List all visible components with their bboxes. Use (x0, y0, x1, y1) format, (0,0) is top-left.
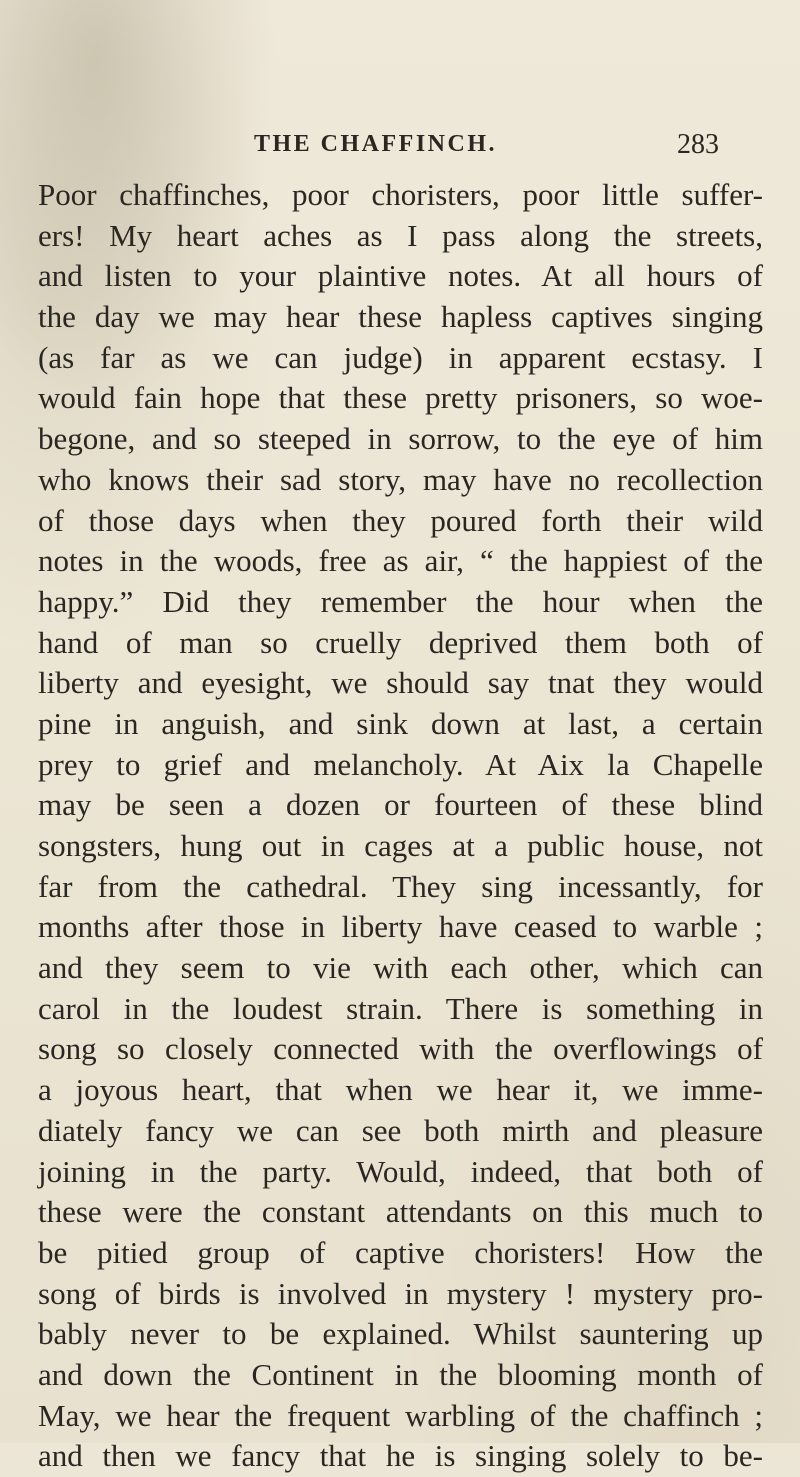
running-head: THE CHAFFINCH. (254, 131, 498, 157)
text-line: who knows their sad story, may have no recollection (38, 461, 763, 497)
text-line: May, we hear the frequent warbling of the chaffinch ; (38, 1397, 763, 1433)
text-line: the day we may hear these hapless captives singing (38, 299, 763, 335)
text-line: and listen to your plaintive notes. At all hours of (38, 258, 763, 294)
text-line: songsters, hung out in cages at a public house, not (38, 828, 763, 863)
text-line: carol in the loudest strain. There is something in (38, 990, 763, 1026)
text-line: and then we fancy that he is singing solely to be- (38, 1438, 763, 1474)
text-line: happy.” Did they remember the hour when the (38, 583, 763, 619)
text-line: song of birds is involved in mystery ! mystery pro- (38, 1275, 763, 1311)
text-line: these were the constant attendants on this much to (38, 1194, 763, 1230)
text-line: months after those in liberty have ceased to warble ; (38, 909, 763, 945)
text-line: may be seen a dozen or fourteen of these blind (38, 787, 763, 823)
text-line: and they seem to vie with each other, which can (38, 950, 763, 986)
page-header (0, 131, 800, 171)
text-line: and down the Continent in the blooming month of (38, 1356, 763, 1392)
text-line: bably never to be explained. Whilst sauntering up (38, 1316, 763, 1352)
text-line: far from the cathedral. They sing incessantly, for (38, 868, 763, 904)
page-number: 283 (677, 129, 719, 160)
text-line: begone, and so steeped in sorrow, to the eye of him (38, 421, 763, 457)
text-line: pine in anguish, and sink down at last, a certain (38, 705, 763, 741)
text-line: of those days when they poured forth their wild (38, 502, 763, 538)
text-line: liberty and eyesight, we should say tnat they would (38, 665, 763, 701)
text-line: be pitied group of captive choristers! How the (38, 1234, 763, 1270)
text-line: ers! My heart aches as I pass along the streets, (38, 217, 763, 253)
text-line: prey to grief and melancholy. At Aix la Chapelle (38, 746, 763, 782)
text-line: song so closely connected with the overflowings of (38, 1031, 763, 1067)
text-line: notes in the woods, free as air, “ the happiest of the (38, 543, 763, 579)
text-line: (as far as we can judge) in apparent ecstasy. I (38, 339, 763, 375)
text-line: Poor chaffinches, poor choristers, poor little suffer- (38, 177, 763, 212)
text-line: joining in the party. Would, indeed, that both of (38, 1153, 763, 1189)
text-line: hand of man so cruelly deprived them both of (38, 624, 763, 660)
text-line: would fain hope that these pretty prisoners, so woe- (38, 380, 763, 416)
text-line: a joyous heart, that when we hear it, we imme- (38, 1072, 763, 1108)
body-paragraph (38, 175, 763, 1477)
text-line: diately fancy we can see both mirth and pleasure (38, 1112, 763, 1148)
